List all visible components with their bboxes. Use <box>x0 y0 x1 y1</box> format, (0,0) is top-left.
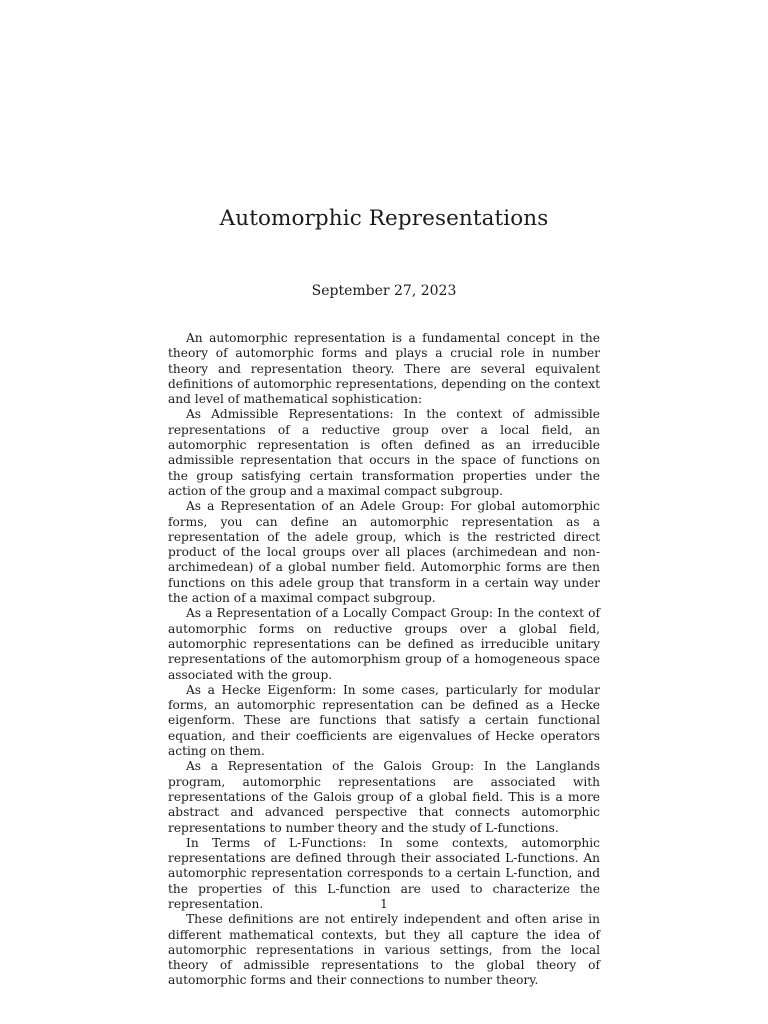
paragraph-hecke-eigenform: As a Hecke Eigenform: In some cases, particularly for modular forms, an automorphic representation can be defined as a Hecke eigenform. These are functions that satisfy a certain functional equation, and their coefficients are eigenvalues of Hecke operators acting on them. <box>168 682 600 759</box>
paragraph-l-functions: In Terms of L-Functions: In some contexts, automorphic representations are defined through their associated L-functions. An automorphic representation corresponds to a certain L-function, and the properties of this L-function are used to characterize the representation. <box>168 835 600 911</box>
paragraph-admissible: As Admissible Representations: In the context of admissible representations of a reductive group over a local field, an automorphic representation is often defined as an irreducible admissible representation that occurs in the space of functions on the group satisfying certain transformation properties under the action of the group and a maximal compact subgroup. <box>168 407 600 498</box>
paragraph-intro: An automorphic representation is a fundamental concept in the theory of automorphic forms and plays a crucial role in number theory and representation theory. There are several equivalent definitions of automorphic representations, depending on the context and level of mathematical sophistication: <box>168 331 600 407</box>
page-number: 1 <box>380 897 388 911</box>
paragraph-galois-group: As a Representation of the Galois Group: In the Langlands program, automorphic representations are associated with representations of the Galois group of a global field. This is a more abstract and advanced perspective that connects automorphic representations to number theory and the study of L-functions. <box>168 759 600 835</box>
paragraph-conclusion: These definitions are not entirely independent and often arise in different mathematical contexts, but they all capture the idea of automorphic representations in various settings, from the local theory of admissible representations to the global theory of automorphic forms and their connections to number theory. <box>168 912 600 988</box>
paragraph-locally-compact: As a Representation of a Locally Compact Group: In the context of automorphic forms on reductive groups over a global field, automorphic representations can be defined as irreducible unitary representations of the automorphism group of a homogeneous space associated with the group. <box>168 606 600 682</box>
document-title: Automorphic Representations <box>219 206 549 231</box>
document-body <box>168 331 600 989</box>
document-date: September 27, 2023 <box>311 283 457 299</box>
paragraph-adele-group: As a Representation of an Adele Group: For global automorphic forms, you can define an automorphic representation as a representation of the adele group, which is the restricted direct product of the local groups over all places (archimedean and non-archimedean) of a global number field. Automorphic forms are then functions on this adele group that transform in a certain way under the action of a maximal compact subgroup. <box>168 499 600 606</box>
